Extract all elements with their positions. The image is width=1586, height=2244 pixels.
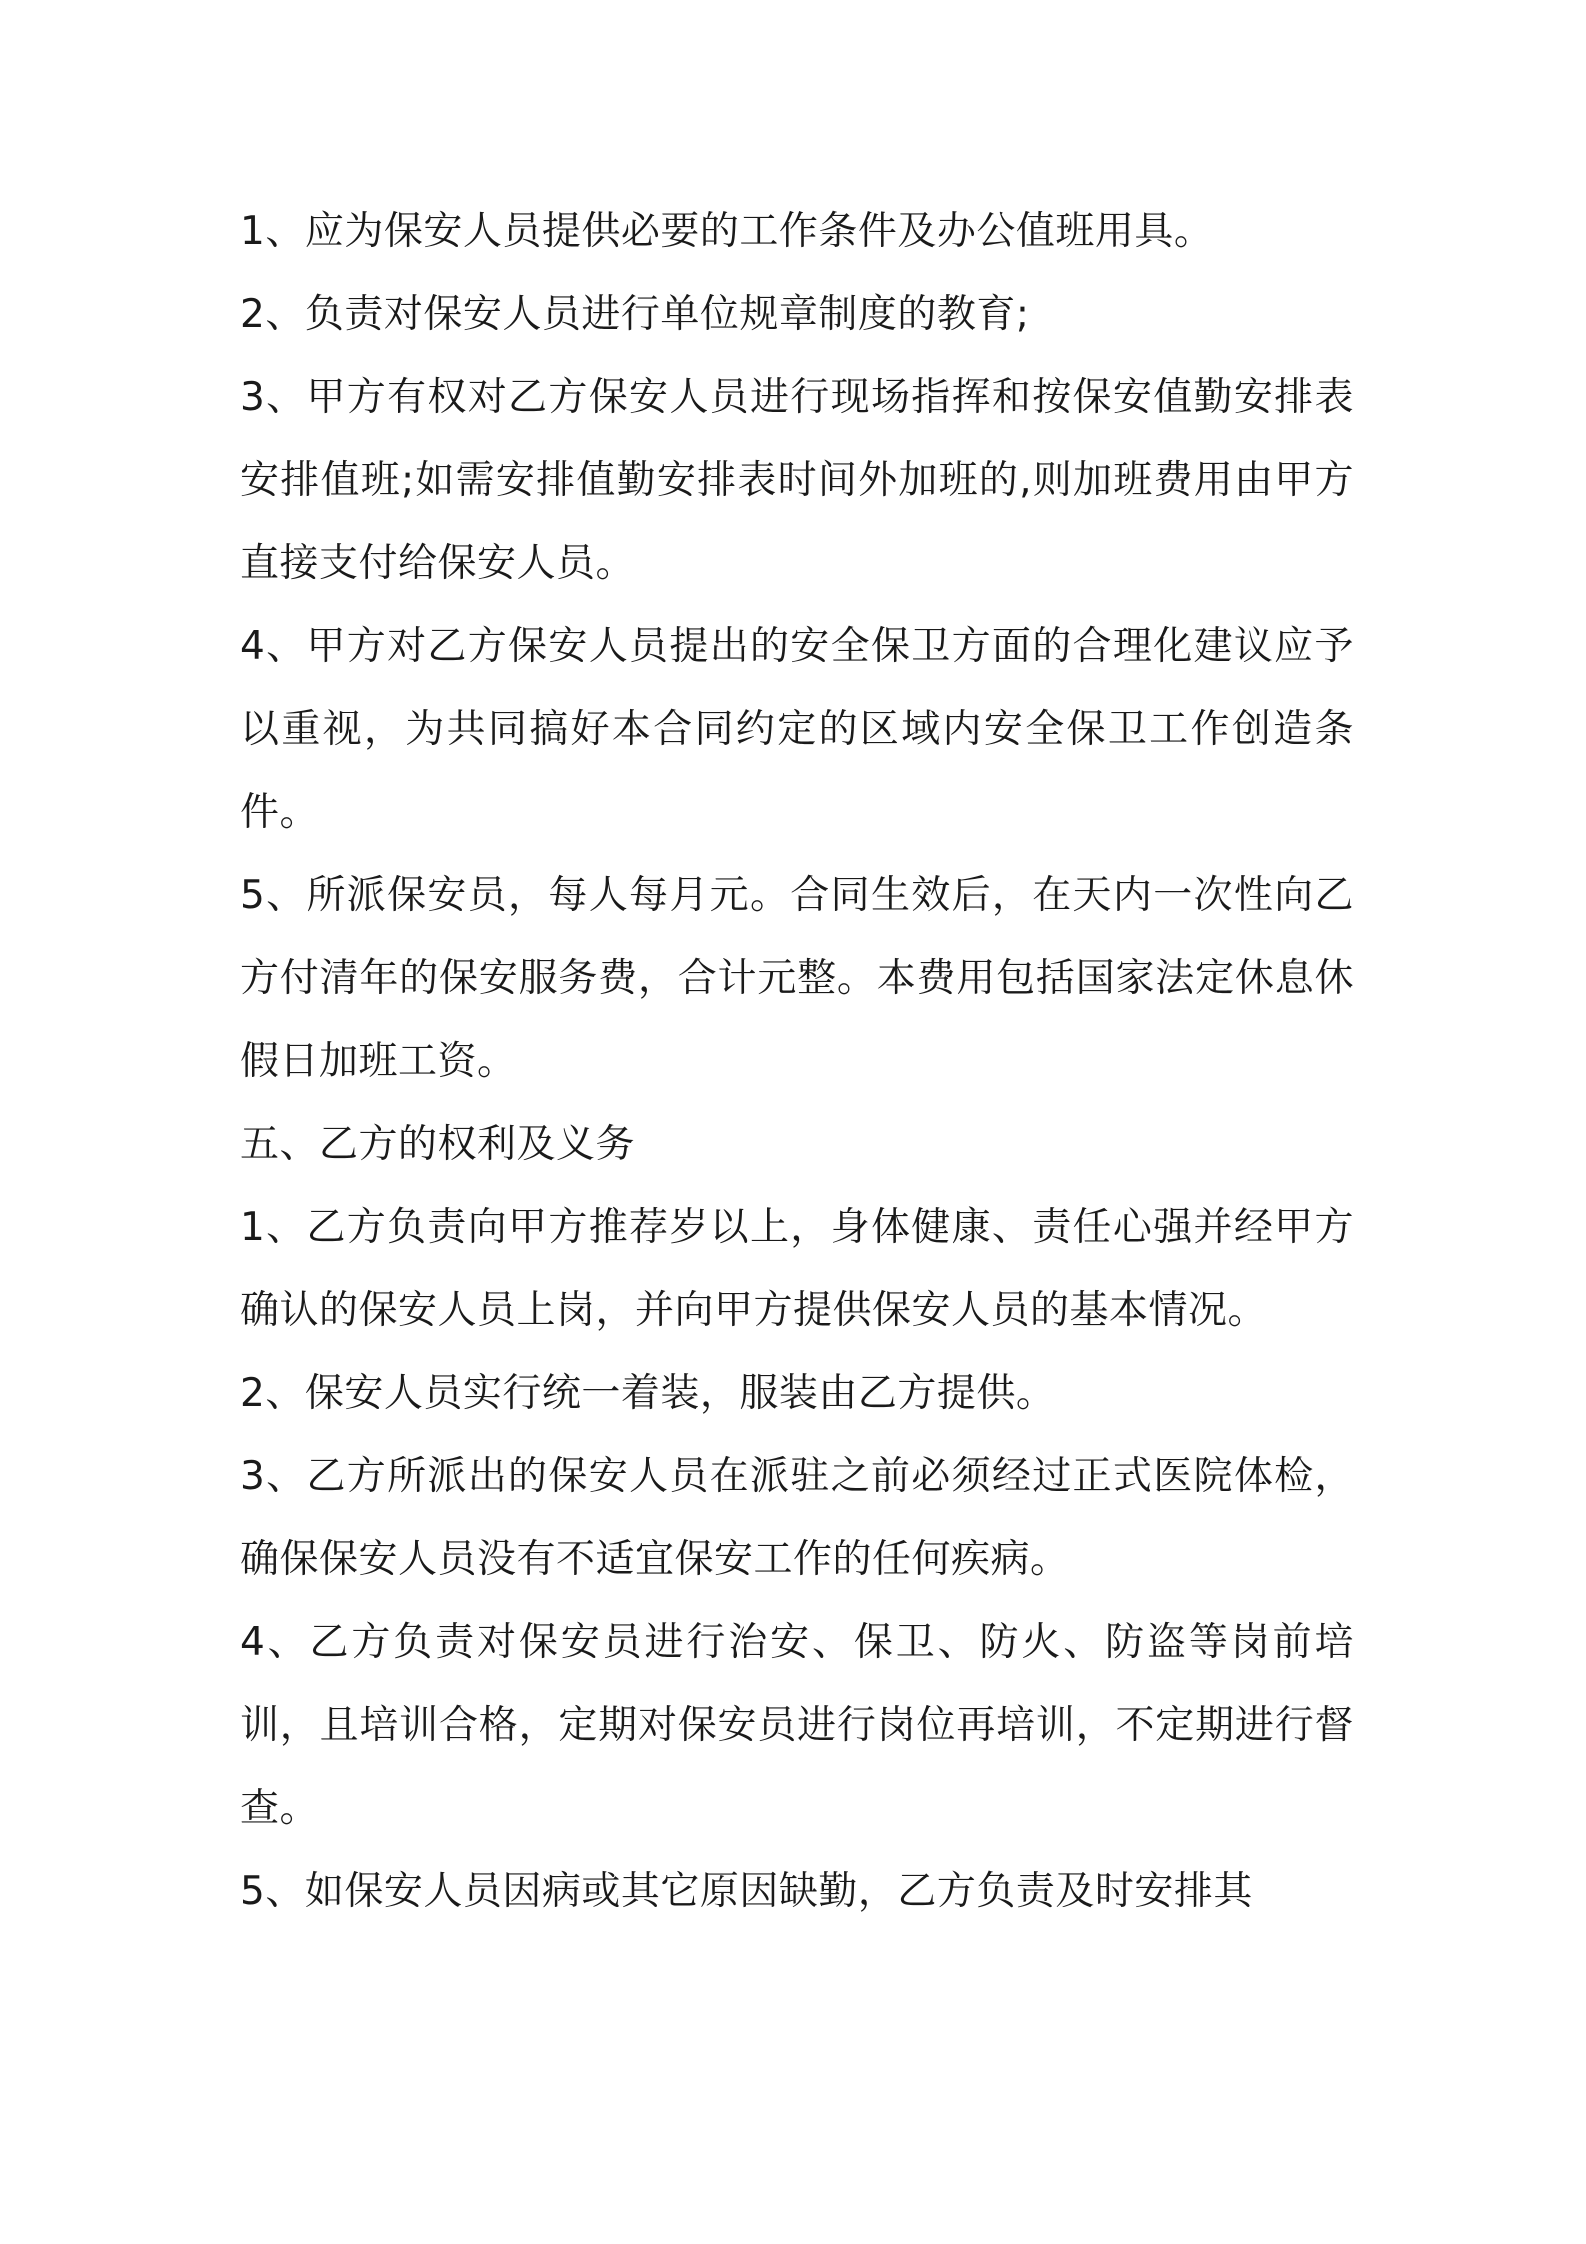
paragraph-a4: 4、甲方对乙方保安人员提出的安全保卫方面的合理化建议应予以重视，为共同搞好本合同约定的区域内安全保卫工作创造条件。 xyxy=(240,624,1354,835)
paragraph-b5: 5、如保安人员因病或其它原因缺勤，乙方负责及时安排其 xyxy=(240,1869,1253,1914)
paragraph-a3: 3、甲方有权对乙方保安人员进行现场指挥和按保安值勤安排表安排值班;如需安排值勤安排表时间外加班的,则加班费用由甲方直接支付给保安人员。 xyxy=(240,375,1354,586)
paragraph-b1: 1、乙方负责向甲方推荐岁以上，身体健康、责任心强并经甲方确认的保安人员上岗，并向甲方提供保安人员的基本情况。 xyxy=(240,1205,1354,1333)
section-heading-5: 五、乙方的权利及义务 xyxy=(240,1122,636,1167)
paragraph-b4: 4、乙方负责对保安员进行治安、保卫、防火、防盗等岗前培训，且培训合格，定期对保安员进行岗位再培训，不定期进行督查。 xyxy=(240,1620,1354,1831)
paragraph-a5: 5、所派保安员，每人每月元。合同生效后，在天内一次性向乙方付清年的保安服务费，合计元整。本费用包括国家法定休息休假日加班工资。 xyxy=(240,873,1354,1084)
paragraph-b2: 2、保安人员实行统一着装，服装由乙方提供。 xyxy=(240,1371,1056,1416)
paragraph-a1: 1、应为保安人员提供必要的工作条件及办公值班用具。 xyxy=(240,209,1214,254)
document-body xyxy=(240,190,1354,1933)
paragraph-a2: 2、负责对保安人员进行单位规章制度的教育; xyxy=(240,292,1030,337)
paragraph-b3: 3、乙方所派出的保安人员在派驻之前必须经过正式医院体检，确保保安人员没有不适宜保安工作的任何疾病。 xyxy=(240,1454,1354,1582)
